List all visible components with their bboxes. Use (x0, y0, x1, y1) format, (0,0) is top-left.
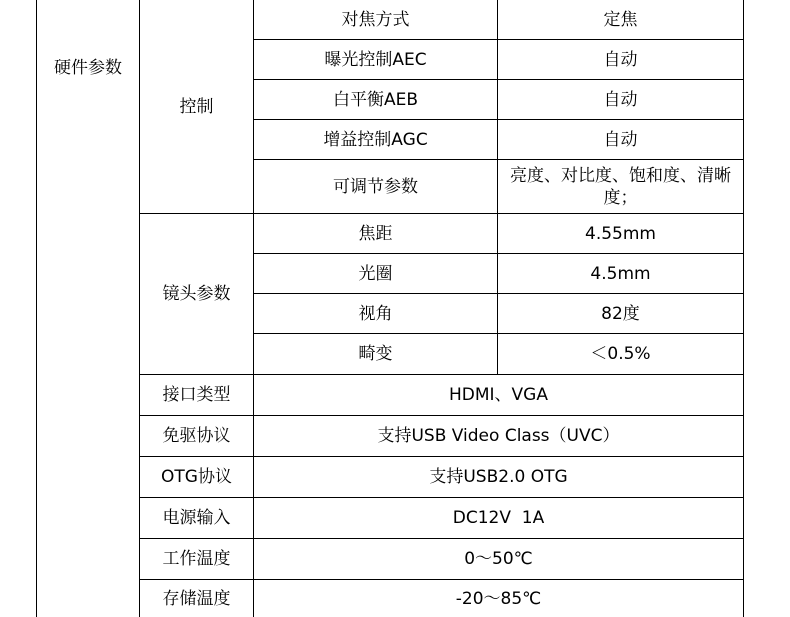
param-name: 增益控制AGC (323, 129, 428, 150)
param-value: 4.55mm (585, 223, 656, 244)
param-value: 亮度、对比度、饱和度、清晰度； (510, 165, 731, 208)
param-name: 可调节参数 (333, 176, 418, 197)
param-name: 白平衡AEB (332, 89, 419, 110)
group-label-control: 控制 (179, 96, 214, 117)
row-value: -20～85℃ (455, 588, 542, 609)
param-value: 自动 (603, 89, 638, 110)
row-label: 工作温度 (162, 549, 231, 569)
row-value: 0～50℃ (464, 549, 533, 569)
param-name: 光圈 (358, 263, 393, 284)
row-value: 支持USB Video Class（UVC） (377, 426, 620, 446)
table-border-left (36, 0, 37, 617)
row-label: 接口类型 (162, 385, 231, 405)
param-value: ＜0.5% (590, 344, 651, 364)
row-label: 免驱协议 (162, 426, 231, 446)
row-value: 支持USB2.0 OTG (429, 467, 568, 487)
table-border-right (743, 0, 744, 617)
group-label-lens: 镜头参数 (162, 284, 231, 304)
section-label: 硬件参数 (54, 58, 122, 78)
row-label: OTG协议 (161, 467, 232, 487)
param-value: 82度 (601, 303, 640, 324)
param-name: 对焦方式 (341, 9, 410, 30)
row-value: HDMI、VGA (449, 385, 548, 405)
param-value: 自动 (603, 129, 638, 150)
row-value: DC12V 1A (452, 508, 545, 528)
param-value: 自动 (603, 49, 638, 70)
param-name: 曝光控制AEC (324, 49, 427, 70)
param-value: 定焦 (603, 9, 638, 30)
param-name: 畸变 (358, 344, 393, 364)
param-name: 视角 (358, 303, 393, 324)
param-value: 4.5mm (590, 263, 651, 284)
row-label: 电源输入 (162, 508, 231, 528)
row-label: 存储温度 (162, 588, 231, 609)
param-name: 焦距 (358, 223, 393, 244)
